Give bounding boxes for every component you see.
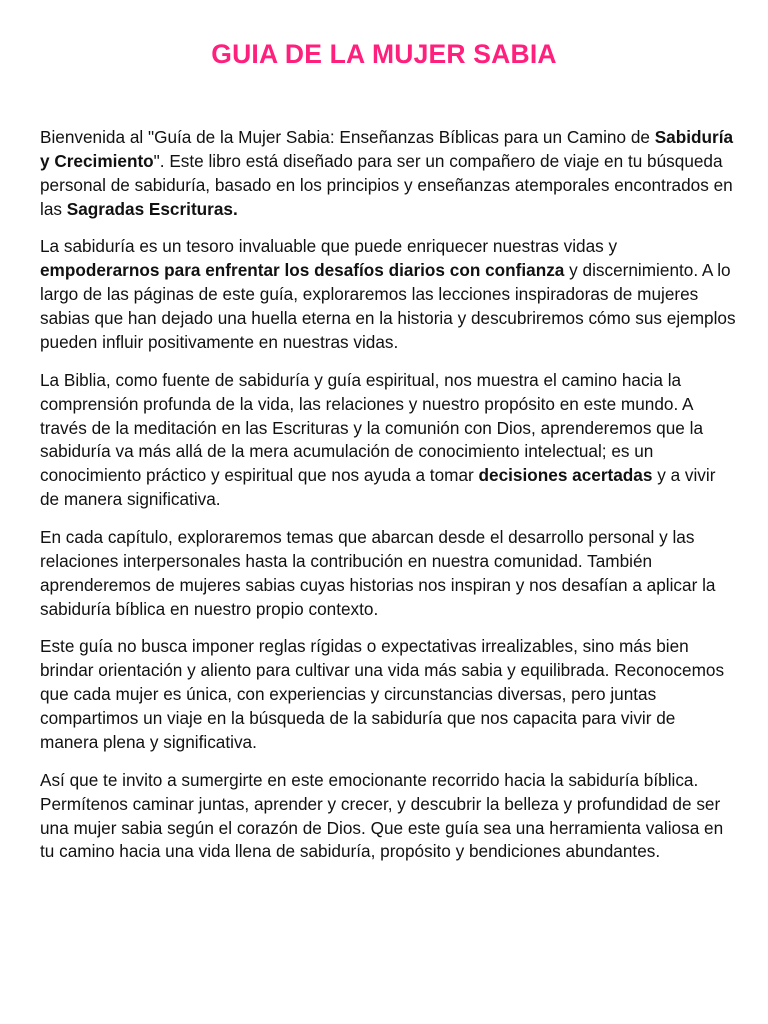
bold-phrase: Sagradas Escrituras. (66, 198, 238, 219)
paragraph-1 (40, 126, 738, 222)
paragraph-3 (40, 369, 738, 512)
bold-phrase: Sabiduría y Crecimiento (40, 127, 734, 171)
paragraph-text: y discernimiento. A lo largo de las páginas de este guía, exploraremos las lecciones inspiradoras de mujeres sabias que han dejado una huella eterna en la historia y descubriremos cómo sus ejemplos pueden influir positivamente en nuestras vidas. (40, 260, 736, 353)
paragraph-4 (40, 526, 738, 622)
paragraph-text: En cada capítulo, exploraremos temas que abarcan desde el desarrollo personal y las relaciones interpersonales hasta la contribución en nuestra comunidad. También aprenderemos de mujeres sabias cuyas historias nos inspiran y nos desafían a aplicar la sabiduría bíblica en nuestro propio contexto. (40, 526, 716, 619)
paragraph-text: Este guía no busca imponer reglas rígidas o expectativas irrealizables, sino más bien brindar orientación y aliento para cultivar una vida más sabia y equilibrada. Reconocemos que cada mujer es única, con experiencias y circunstancias diversas, pero juntas compartimos un viaje en la búsqueda de la sabiduría que nos capacita para vivir de manera plena y significativa. (40, 636, 725, 753)
paragraph-text: La sabiduría es un tesoro invaluable que puede enriquecer nuestras vidas y (40, 236, 618, 257)
paragraph-text: La Biblia, como fuente de sabiduría y guía espiritual, nos muestra el camino hacia la comprensión profunda de la vida, las relaciones y nuestro propósito en este mundo. A través de la meditación en las Escrituras y la comunión con Dios, aprenderemos que la sabiduría va más allá de la mera acumulación de conocimiento intelectual; es un conocimiento práctico y espiritual que nos ayuda a tomar (40, 369, 704, 486)
document-body (40, 126, 738, 878)
paragraph-text: Así que te invito a sumergirte en este emocionante recorrido hacia la sabiduría bíblica. Permítenos caminar juntas, aprender y crecer, y descubrir la belleza y profundidad de ser una mujer sabia según el corazón de Dios. Que este guía sea una herramienta valiosa en tu camino hacia una vida llena de sabiduría, propósito y bendiciones abundantes. (40, 769, 724, 862)
bold-phrase: empoderarnos para enfrentar los desafíos diarios con confianza (40, 260, 565, 281)
paragraph-2 (40, 235, 738, 355)
paragraph-text: y a vivir de manera significativa. (40, 465, 716, 510)
page-title: GUIA DE LA MUJER SABIA (211, 39, 557, 69)
paragraph-text: Bienvenida al "Guía de la Mujer Sabia: Enseñanzas Bíblicas para un Camino de (40, 127, 655, 147)
paragraph-text: ". Este libro está diseñado para ser un compañero de viaje en tu búsqueda personal de sabiduría, basado en los principios y enseñanzas atemporales encontrados en las (40, 150, 733, 219)
paragraph-6 (40, 769, 738, 865)
paragraph-5 (40, 635, 738, 755)
bold-phrase: decisiones acertadas (478, 465, 653, 486)
